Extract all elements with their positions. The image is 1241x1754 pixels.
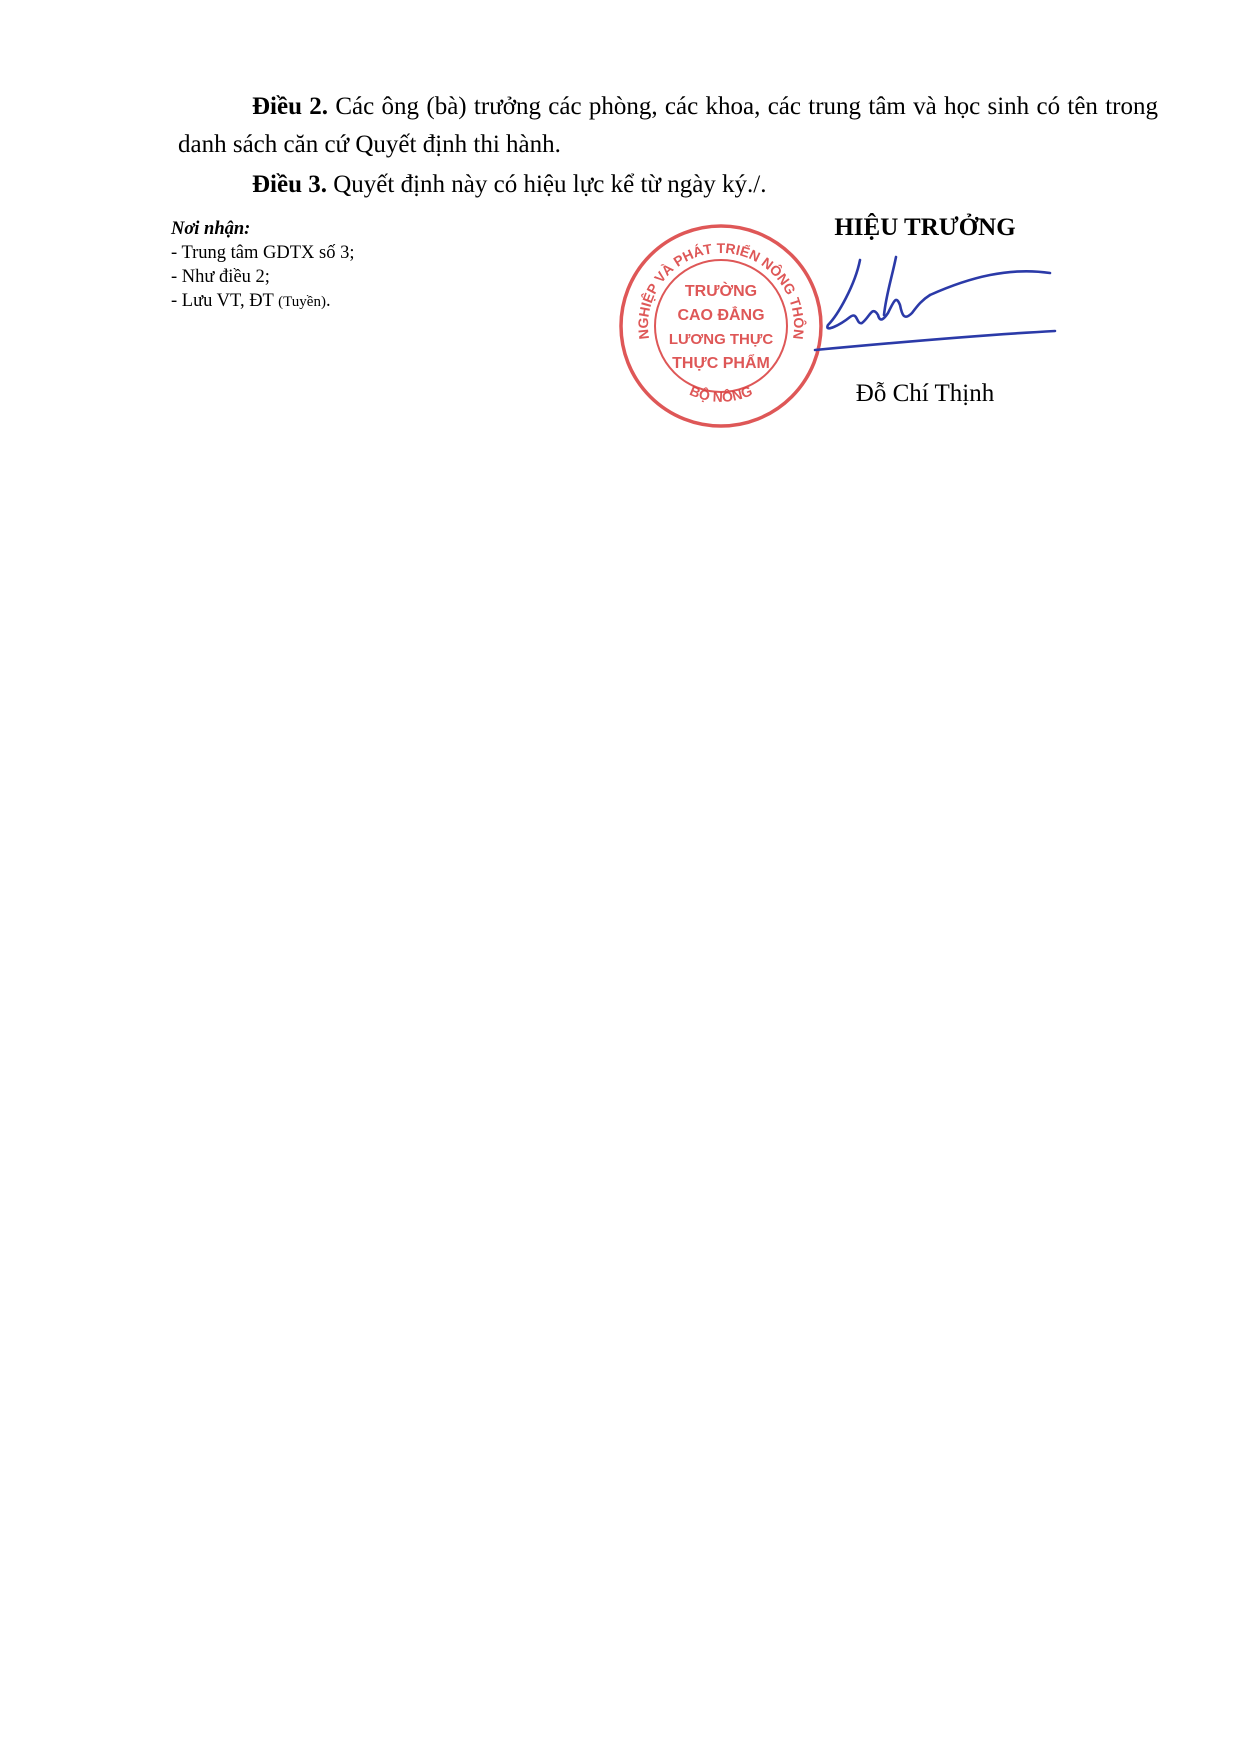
seal-center-line: LƯƠNG THỰC bbox=[668, 331, 774, 348]
recipient-item: - Như điều 2; bbox=[171, 267, 270, 287]
recipient-note: (Tuyền) bbox=[278, 294, 326, 310]
recipient-item: - Trung tâm GDTX số 3; bbox=[171, 243, 355, 263]
article-2-text: Các ông (bà) trưởng các phòng, các khoa, các trung tâm và học sinh có tên trong danh sách căn cứ Quyết định thi hành. bbox=[178, 93, 1158, 158]
signatory-name: Đỗ Chí Thịnh bbox=[855, 380, 995, 407]
article-3-text: Quyết định này có hiệu lực kể từ ngày ký./. bbox=[333, 171, 767, 198]
seal-center-line: TRƯỜNG bbox=[684, 283, 758, 300]
seal-outer-bottom-text: BỘ NÔNG bbox=[687, 382, 755, 405]
recipients-title: Nơi nhận: bbox=[171, 219, 251, 239]
seal-center-line: THỰC PHẨM bbox=[672, 355, 770, 372]
seal-outer-text: NGHIỆP VÀ PHÁT TRIỂN NÔNG THÔN bbox=[634, 239, 808, 341]
recipients-block bbox=[171, 217, 354, 314]
article-2-label: Điều 2. bbox=[252, 93, 329, 120]
handwritten-signature bbox=[800, 255, 1065, 375]
svg-text:BỘ NÔNG bbox=[687, 382, 754, 405]
article-2-paragraph bbox=[178, 88, 1158, 164]
recipient-item: - Lưu VT, ĐT (Tuyền). bbox=[171, 291, 331, 311]
article-3-label: Điều 3. bbox=[252, 171, 327, 198]
article-3-paragraph bbox=[178, 166, 1158, 204]
seal-center-line: CAO ĐẲNG bbox=[677, 307, 765, 324]
signatory-title: HIỆU TRƯỞNG bbox=[834, 214, 1016, 241]
